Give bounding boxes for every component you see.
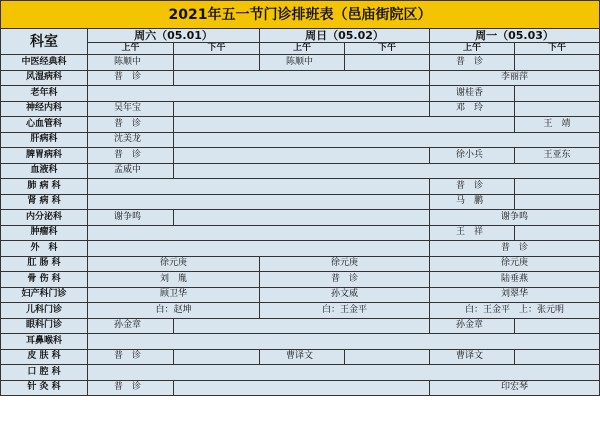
dept-name: 肿瘤科 — [1, 225, 88, 241]
am-header: 上午 — [430, 43, 515, 55]
table-row — [1, 241, 600, 257]
dept-name: 耳鼻喉科 — [1, 334, 88, 350]
schedule-cell — [88, 179, 430, 195]
schedule-cell: 孙金章 — [430, 318, 515, 334]
schedule-cell: 王亚东 — [515, 148, 600, 164]
schedule-cell: 吴年宝 — [88, 101, 174, 117]
table-row — [1, 365, 600, 381]
table-row — [1, 179, 600, 195]
schedule-cell: 谢争鸣 — [430, 210, 600, 226]
dept-name: 肾 病 科 — [1, 194, 88, 210]
schedule-cell: 白：赵坤 — [88, 303, 260, 319]
schedule-cell: 普 诊 — [430, 241, 600, 257]
schedule-cell: 陈顺中 — [260, 55, 345, 71]
schedule-cell — [88, 225, 430, 241]
schedule-cell: 邓 玲 — [430, 101, 515, 117]
table-row — [1, 86, 600, 102]
table-row — [1, 210, 600, 226]
table-row — [1, 272, 600, 288]
schedule-cell: 普 诊 — [88, 70, 174, 86]
schedule-cell — [515, 101, 600, 117]
dept-column-header: 科室 — [1, 29, 88, 55]
schedule-cell: 徐元庚 — [260, 256, 430, 272]
schedule-cell: 印宏琴 — [430, 380, 600, 396]
table-row — [1, 225, 600, 241]
dept-name: 中医经典科 — [1, 55, 88, 71]
schedule-cell: 王 靖 — [515, 117, 600, 133]
schedule-cell — [174, 55, 260, 71]
schedule-cell — [88, 194, 430, 210]
schedule-cell — [88, 241, 430, 257]
schedule-cell — [174, 380, 430, 396]
schedule-cell — [174, 318, 430, 334]
schedule-cell: 普 诊 — [88, 117, 174, 133]
table-row — [1, 256, 600, 272]
schedule-cell: 普 诊 — [88, 380, 174, 396]
dept-name: 眼科门诊 — [1, 318, 88, 334]
schedule-cell: 白：王金平 — [260, 303, 430, 319]
schedule-cell — [515, 55, 600, 71]
dept-name: 肺 病 科 — [1, 179, 88, 195]
schedule-cell: 顾卫华 — [88, 287, 260, 303]
table-row — [1, 287, 600, 303]
schedule-cell — [174, 70, 430, 86]
day-header-sun: 周日（05.02） — [260, 29, 430, 43]
dept-name: 内分泌科 — [1, 210, 88, 226]
schedule-cell: 孟威中 — [88, 163, 174, 179]
table-row — [1, 101, 600, 117]
table-row — [1, 163, 600, 179]
am-header: 上午 — [260, 43, 345, 55]
pm-header: 下午 — [345, 43, 430, 55]
dept-name: 风湿病科 — [1, 70, 88, 86]
dept-name: 脾胃病科 — [1, 148, 88, 164]
schedule-cell: 曹译文 — [430, 349, 515, 365]
am-header: 上午 — [88, 43, 174, 55]
dept-name: 外 科 — [1, 241, 88, 257]
table-row — [1, 148, 600, 164]
dept-name: 肛 肠 科 — [1, 256, 88, 272]
table-row — [1, 132, 600, 148]
dept-name: 血液科 — [1, 163, 88, 179]
dept-name: 口 腔 科 — [1, 365, 88, 381]
schedule-cell — [88, 365, 600, 381]
dept-name: 儿科门诊 — [1, 303, 88, 319]
schedule-cell: 普 诊 — [260, 272, 430, 288]
dept-name: 心血管科 — [1, 117, 88, 133]
day-header-sat: 周六（05.01） — [88, 29, 260, 43]
schedule-cell — [345, 349, 430, 365]
dept-name: 神经内科 — [1, 101, 88, 117]
dept-name: 妇产科门诊 — [1, 287, 88, 303]
schedule-cell: 谢争鸣 — [88, 210, 174, 226]
schedule-cell — [515, 349, 600, 365]
dept-name: 老年科 — [1, 86, 88, 102]
schedule-cell — [174, 117, 515, 133]
table-row — [1, 194, 600, 210]
dept-name: 针 灸 科 — [1, 380, 88, 396]
schedule-cell: 普 诊 — [430, 55, 515, 71]
day-header-mon: 周一（05.03） — [430, 29, 600, 43]
schedule-cell: 孙文威 — [260, 287, 430, 303]
schedule-cell: 刘 胤 — [88, 272, 260, 288]
schedule-cell — [88, 334, 600, 350]
schedule-cell: 陈顺中 — [88, 55, 174, 71]
schedule-cell: 普 诊 — [88, 349, 174, 365]
schedule-cell: 孙金章 — [88, 318, 174, 334]
schedule-cell: 徐小兵 — [430, 148, 515, 164]
schedule-cell — [515, 194, 600, 210]
table-row — [1, 349, 600, 365]
schedule-cell: 徐元庚 — [88, 256, 260, 272]
schedule-cell — [345, 55, 430, 71]
schedule-cell: 谢桂香 — [430, 86, 515, 102]
table-row — [1, 117, 600, 133]
dept-name: 肝病科 — [1, 132, 88, 148]
schedule-cell: 王 祥 — [430, 225, 515, 241]
schedule-cell: 沈美龙 — [88, 132, 174, 148]
schedule-cell — [174, 349, 260, 365]
table-row — [1, 303, 600, 319]
schedule-cell — [174, 132, 600, 148]
dept-name: 骨 伤 科 — [1, 272, 88, 288]
schedule-cell — [515, 318, 600, 334]
schedule-cell: 徐元庚 — [430, 256, 600, 272]
schedule-cell: 刘翠华 — [430, 287, 600, 303]
schedule-cell — [515, 179, 600, 195]
schedule-cell — [174, 210, 430, 226]
schedule-cell: 普 诊 — [430, 179, 515, 195]
table-row — [1, 55, 600, 71]
table-row — [1, 334, 600, 350]
page-title: 2021年五一节门诊排班表（邑庙街院区） — [1, 1, 600, 29]
schedule-cell — [88, 86, 430, 102]
schedule-cell: 曹译文 — [260, 349, 345, 365]
schedule-cell — [174, 101, 430, 117]
schedule-cell — [174, 163, 600, 179]
table-row — [1, 70, 600, 86]
pm-header: 下午 — [174, 43, 260, 55]
pm-header: 下午 — [515, 43, 600, 55]
schedule-cell — [174, 148, 430, 164]
dept-name: 皮 肤 科 — [1, 349, 88, 365]
table-row — [1, 318, 600, 334]
schedule-cell: 白：王金平 上：张元明 — [430, 303, 600, 319]
schedule-cell: 马 鹏 — [430, 194, 515, 210]
schedule-cell: 李丽萍 — [430, 70, 600, 86]
schedule-cell — [515, 225, 600, 241]
schedule-cell: 陆垂燕 — [430, 272, 600, 288]
schedule-cell: 普 诊 — [88, 148, 174, 164]
table-row — [1, 380, 600, 396]
schedule-cell — [515, 86, 600, 102]
